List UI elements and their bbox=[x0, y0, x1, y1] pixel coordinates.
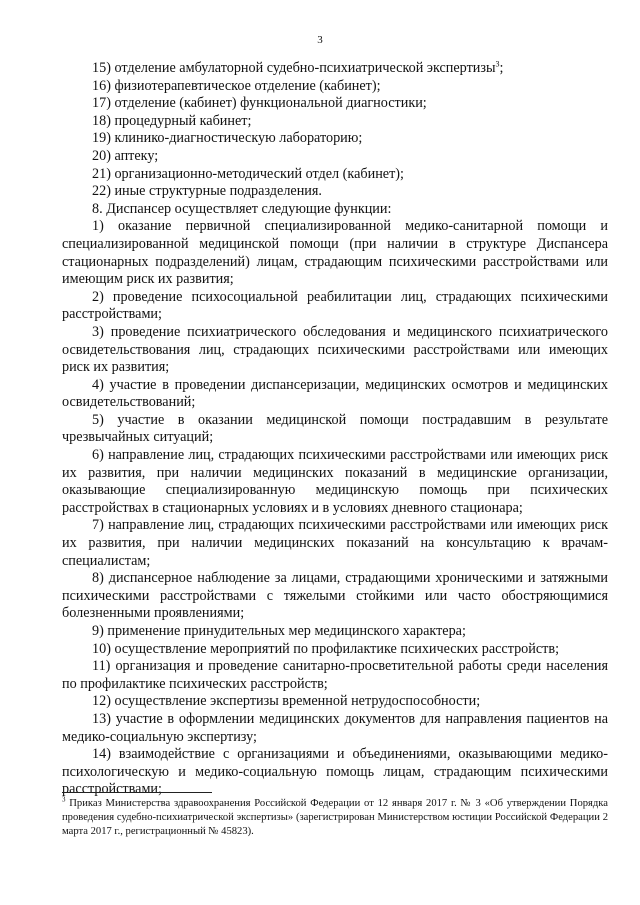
footnote-separator bbox=[62, 792, 212, 793]
list-item: 10) осуществление мероприятий по профилактике психических расстройств; bbox=[92, 640, 560, 657]
footnote-mark: 3 bbox=[62, 795, 66, 804]
list-item: 11) организация и проведение санитарно-просветительной работы среди населения по профилактике психических расстройств; bbox=[62, 658, 608, 692]
section-heading: 8. Диспансер осуществляет следующие функции: bbox=[92, 200, 392, 217]
footnote-reference: 3 bbox=[495, 59, 500, 69]
list-item: 1) оказание первичной специализированной медико-санитарной помощи и специализированной медицинской помощи (при наличии в структуре Диспансера стационарных подразделений) лицам, страдающим психическими расстройствами или имеющим риск их развития; bbox=[62, 218, 608, 288]
list-item: 16) физиотерапевтическое отделение (кабинет); bbox=[92, 77, 381, 94]
list-item: 21) организационно-методический отдел (кабинет); bbox=[92, 165, 404, 182]
footnote bbox=[62, 797, 608, 839]
document-body bbox=[62, 60, 608, 799]
list-item: 13) участие в оформлении медицинских документов для направления пациентов на медико-социальную экспертизу; bbox=[62, 710, 608, 745]
footnote-text: Приказ Министерства здравоохранения Российской Федерации от 12 января 2017 г. № 3 «Об утверждении Порядка проведения судебно-психиатрической экспертизы» (зарегистрирован Министерством юстиции Российской Федерации 2 марта 2017 г., регистрационный № 45823). bbox=[62, 798, 608, 837]
list-item: 12) осуществление экспертизы временной нетрудоспособности; bbox=[92, 693, 481, 710]
list-item: 22) иные структурные подразделения. bbox=[92, 183, 322, 200]
list-item bbox=[62, 60, 608, 78]
list-item: 4) участие в проведении диспансеризации, медицинских осмотров и медицинских освидетельствований; bbox=[62, 376, 608, 411]
list-item: 8) диспансерное наблюдение за лицами, страдающими хроническими и затяжными психическими расстройствами с тяжелыми стойкими или часто обостряющимися болезненными проявлениями; bbox=[62, 570, 608, 622]
list-item: 7) направление лиц, страдающих психическими расстройствами или имеющих риск их развития, при наличии медицинских показаний на консультацию к врачам-специалистам; bbox=[62, 517, 608, 569]
list-item: 17) отделение (кабинет) функциональной диагностики; bbox=[92, 95, 427, 112]
paragraph-text: 15) отделение амбулаторной судебно-психиатрической экспертизы bbox=[92, 60, 496, 76]
paragraph-tail: ; bbox=[499, 60, 504, 76]
list-item: 5) участие в оказании медицинской помощи пострадавшим в результате чрезвычайных ситуаций; bbox=[62, 411, 608, 446]
list-item: 20) аптеку; bbox=[92, 147, 159, 164]
list-item: 19) клинико-диагностическую лабораторию; bbox=[92, 130, 363, 147]
list-item: 3) проведение психиатрического обследования и медицинского психиатрического освидетельствования лиц, страдающих психическими расстройствами или имеющих риск их развития; bbox=[62, 323, 608, 376]
list-item: 14) взаимодействие с организациями и объединениями, оказывающими медико-психологическую и медико-социальную помощь лицам, страдающим психическими расстройствами; bbox=[62, 746, 608, 798]
list-item: 9) применение принудительных мер медицинского характера; bbox=[92, 623, 466, 639]
list-item: 18) процедурный кабинет; bbox=[92, 112, 252, 129]
list-item: 6) направление лиц, страдающих психическими расстройствами или имеющих риск их развития, при наличии медицинских показаний в медицинские организации, оказывающие специализированную медицинскую помощь при психических расстройствах в стационарных условиях и в условиях дневного стационара; bbox=[62, 447, 608, 516]
list-item: 2) проведение психосоциальной реабилитации лиц, страдающих психическими расстройствами; bbox=[62, 288, 608, 323]
page-number: 3 bbox=[317, 34, 323, 46]
